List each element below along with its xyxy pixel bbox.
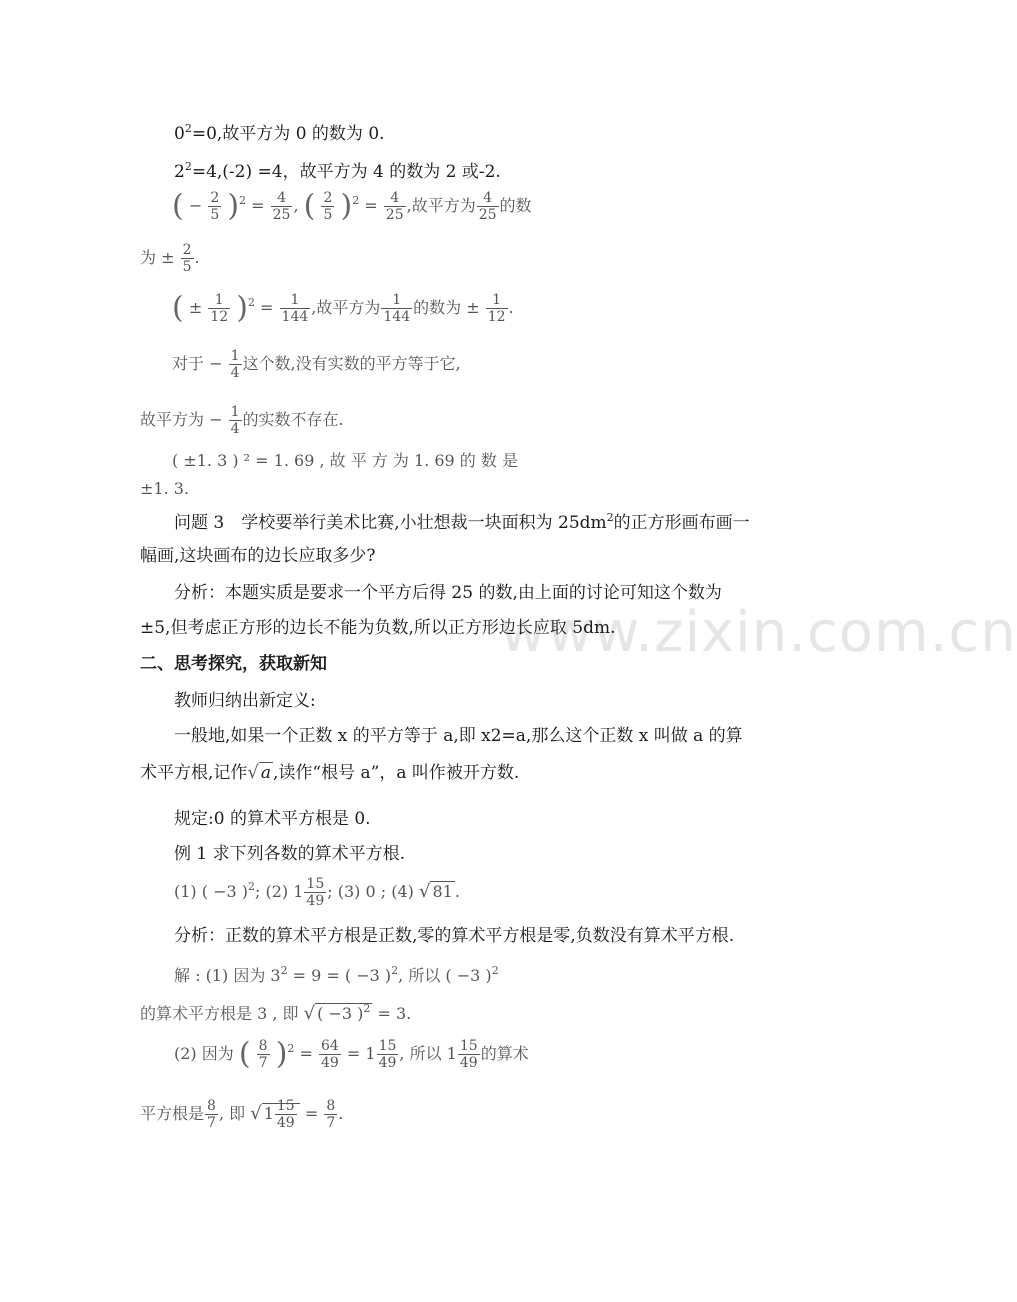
- numerator: 8: [258, 1038, 268, 1054]
- text: 问题 3 学校要举行美术比赛,小壮想裁一块面积为 25dm: [174, 513, 607, 533]
- superscript: 2: [280, 964, 288, 977]
- solution-part-2-line2: [140, 1098, 343, 1131]
- fraction: [324, 1098, 337, 1131]
- denominator: 5: [323, 207, 333, 223]
- text: = 9 = ( −3 ): [287, 966, 392, 985]
- text: 术平方根,记作: [140, 763, 248, 783]
- text: 的实数不存在.: [242, 410, 344, 429]
- line-square-four: [174, 156, 501, 183]
- fraction: [280, 292, 311, 325]
- text: =4,(-2) =4，故平方为 4 的数为 2 或-2.: [191, 162, 501, 182]
- denominator: 4: [230, 365, 240, 381]
- text: ,故平方为: [311, 298, 381, 317]
- superscript: 2: [606, 511, 614, 524]
- superscript: 2: [239, 194, 247, 207]
- text: ,读作“根号 a”，a 叫作被开方数.: [273, 763, 520, 783]
- radical-sign: √: [418, 881, 431, 902]
- text: 1: [263, 1104, 274, 1123]
- fraction: [257, 1038, 270, 1071]
- text: 平方根是: [140, 1104, 205, 1123]
- superscript: 2: [247, 296, 255, 309]
- fraction: [205, 1098, 218, 1131]
- rule-line: 规定:0 的算术平方根是 0.: [174, 809, 371, 829]
- fraction: [319, 1038, 341, 1071]
- superscript: 2: [287, 1042, 295, 1055]
- text: 的算术平方根是 3 , 即: [140, 1004, 299, 1023]
- numerator: 1: [381, 292, 412, 309]
- text: 的算术: [480, 1044, 529, 1063]
- line-fraction-two-fifths: ( − $\frac{2}{5}$ )$^2$ = $\frac{4}{25}$ , ( $\frac{2}{5}$ )$^2$ = $\frac{4}{25}$ ,故平方为 $\frac{4}{25}$ 的数: [172, 188, 532, 224]
- denominator: 49: [321, 1055, 339, 1071]
- superscript: 2: [184, 160, 192, 173]
- text: 故平方为 −: [140, 410, 223, 429]
- text: 的数: [499, 196, 532, 215]
- definition-line1: 一般地,如果一个正数 x 的平方等于 a,即 x2=a,那么这个正数 x 叫做 a 的算: [174, 726, 743, 746]
- fraction: [208, 190, 221, 223]
- fraction: [377, 1038, 399, 1071]
- numerator: 15: [306, 876, 325, 892]
- superscript: 2: [352, 194, 360, 207]
- numerator: 8: [207, 1098, 216, 1114]
- line-negative-quarter: [172, 348, 461, 381]
- text: ; (2) 1: [255, 882, 304, 901]
- text: (1) ( −3 ): [174, 882, 248, 901]
- line-plus-minus-two-fifths: [140, 242, 200, 275]
- watermark: www.zixin.com.cn: [500, 600, 1017, 665]
- text: = 3.: [372, 1004, 412, 1023]
- analysis-example-1: 分析：正数的算术平方根是正数,零的算术平方根是零,负数没有算术平方根.: [174, 926, 735, 946]
- text: = 1: [346, 1044, 376, 1063]
- text: ,故平方为: [406, 196, 476, 215]
- denominator: 7: [326, 1115, 336, 1131]
- numerator: 2: [323, 190, 333, 206]
- text: ±: [188, 298, 203, 317]
- text: ; (3) 0 ; (4): [327, 882, 414, 901]
- fraction: [208, 292, 230, 325]
- text: 这个数,没有实数的平方等于它,: [242, 354, 461, 373]
- fraction: [229, 404, 242, 437]
- text: ( −3 ): [317, 1004, 364, 1023]
- fraction: [477, 190, 499, 223]
- solution-line2: [140, 998, 411, 1025]
- denominator: 144: [281, 309, 309, 325]
- section-heading: 二、思考探究，获取新知: [140, 654, 327, 674]
- fraction: [304, 876, 326, 909]
- text: =: [260, 298, 274, 317]
- superscript: 2: [391, 964, 399, 977]
- text: 为 ±: [140, 248, 175, 267]
- superscript: 2: [491, 964, 499, 977]
- radicand: 81: [432, 882, 453, 901]
- denominator: 4: [230, 421, 240, 437]
- denominator: 49: [306, 893, 325, 909]
- definition-line2: [140, 762, 519, 784]
- denominator: 49: [276, 1115, 295, 1131]
- denominator: 12: [487, 309, 506, 325]
- fraction: [486, 292, 508, 325]
- radical-sign: √: [247, 762, 259, 783]
- denominator: 25: [272, 207, 291, 223]
- paren-open: (: [172, 188, 184, 224]
- line-fraction-one-twelfth: [172, 292, 514, 325]
- radical-sign: √: [303, 1003, 316, 1024]
- text: =: [251, 196, 265, 215]
- text: =: [299, 1044, 313, 1063]
- text: =0,故平方为 0 的数为 0.: [191, 124, 385, 144]
- numerator: 4: [477, 190, 499, 207]
- denominator: 7: [258, 1055, 268, 1071]
- analysis-line2: ±5,但考虑正方形的边长不能为负数,所以正方形边长应取 5dm.: [140, 618, 616, 638]
- numerator: 2: [182, 242, 192, 258]
- text: .: [338, 1104, 344, 1123]
- numerator: 8: [326, 1098, 336, 1114]
- numerator: 2: [210, 190, 220, 206]
- denominator: 144: [383, 309, 411, 325]
- text: 的正方形画布画一: [613, 513, 750, 533]
- text: 解 : (1) 因为 3: [174, 966, 281, 985]
- text: 2: [174, 162, 185, 182]
- example-1-title: 例 1 求下列各数的算术平方根.: [174, 844, 406, 864]
- fraction: [271, 190, 293, 223]
- fraction: [458, 1038, 480, 1071]
- denominator: 5: [182, 259, 192, 275]
- paren-close: ): [227, 188, 240, 224]
- denominator: 25: [385, 207, 404, 223]
- superscript: 2: [248, 880, 255, 893]
- text: , 所以 ( −3 ): [398, 966, 492, 985]
- fraction: [384, 190, 406, 223]
- text: 的数为 ±: [413, 298, 480, 317]
- numerator: 1: [230, 348, 240, 364]
- radical-sign: √: [250, 1103, 262, 1124]
- numerator: 1: [230, 404, 240, 420]
- text: , 所以 1: [399, 1044, 457, 1063]
- denominator: 12: [210, 309, 229, 325]
- denominator: 5: [210, 207, 220, 223]
- radicand: a: [260, 763, 272, 783]
- numerator: 4: [271, 190, 293, 207]
- fraction: [381, 292, 412, 325]
- paren-close: ): [275, 1036, 288, 1072]
- numerator: 64: [321, 1038, 339, 1054]
- analysis-line1: 分析：本题实质是要求一个平方后得 25 的数,由上面的讨论可知这个数为: [174, 583, 722, 603]
- fraction: [229, 348, 242, 381]
- text: 0: [174, 124, 185, 144]
- text: −: [188, 196, 203, 215]
- radicand: [262, 1098, 300, 1131]
- fraction: [321, 190, 334, 223]
- text: 对于 −: [172, 354, 223, 373]
- radicand: [315, 1003, 372, 1023]
- problem-3-line1: [174, 507, 750, 534]
- numerator: 4: [384, 190, 406, 207]
- line-square-zero: [174, 118, 385, 145]
- fraction: [181, 242, 194, 275]
- paren-close: ): [236, 290, 248, 326]
- numerator: 15: [276, 1098, 295, 1114]
- denominator: 49: [459, 1055, 478, 1071]
- numerator: 1: [486, 292, 508, 309]
- text: , 即: [218, 1104, 246, 1123]
- denominator: 49: [378, 1055, 397, 1071]
- superscript: 2: [363, 1002, 371, 1015]
- paren-open: (: [303, 188, 316, 224]
- text: (2) 因为: [174, 1044, 234, 1063]
- solution-line1: [174, 960, 499, 987]
- fraction: [275, 1098, 297, 1131]
- numerator: 1: [208, 292, 230, 309]
- problem-3-line2: 幅画,这块画布的边长应取多少?: [140, 546, 376, 566]
- denominator: 25: [478, 207, 497, 223]
- text: .: [508, 298, 514, 317]
- superscript: 2: [184, 122, 192, 135]
- text: .: [194, 248, 200, 267]
- text: =: [364, 196, 378, 215]
- text: .: [454, 882, 460, 901]
- line-one-point-three: ( ±1. 3 ) ² = 1. 69 , 故 平 方 为 1. 69 的 数 是: [172, 451, 518, 470]
- paren-close: ): [340, 188, 353, 224]
- numerator: 15: [459, 1038, 478, 1054]
- numerator: 1: [280, 292, 311, 309]
- denominator: 7: [207, 1115, 216, 1131]
- example-1-items: [174, 876, 460, 909]
- paren-open: (: [238, 1036, 251, 1072]
- definition-intro: 教师归纳出新定义:: [174, 691, 316, 711]
- numerator: 15: [378, 1038, 397, 1054]
- text: =: [304, 1104, 319, 1123]
- solution-part-2-line1: [174, 1038, 529, 1071]
- paren-open: (: [172, 290, 184, 326]
- line-plus-minus-one-point-three: ±1. 3.: [140, 479, 190, 498]
- line-not-exist: [140, 404, 344, 437]
